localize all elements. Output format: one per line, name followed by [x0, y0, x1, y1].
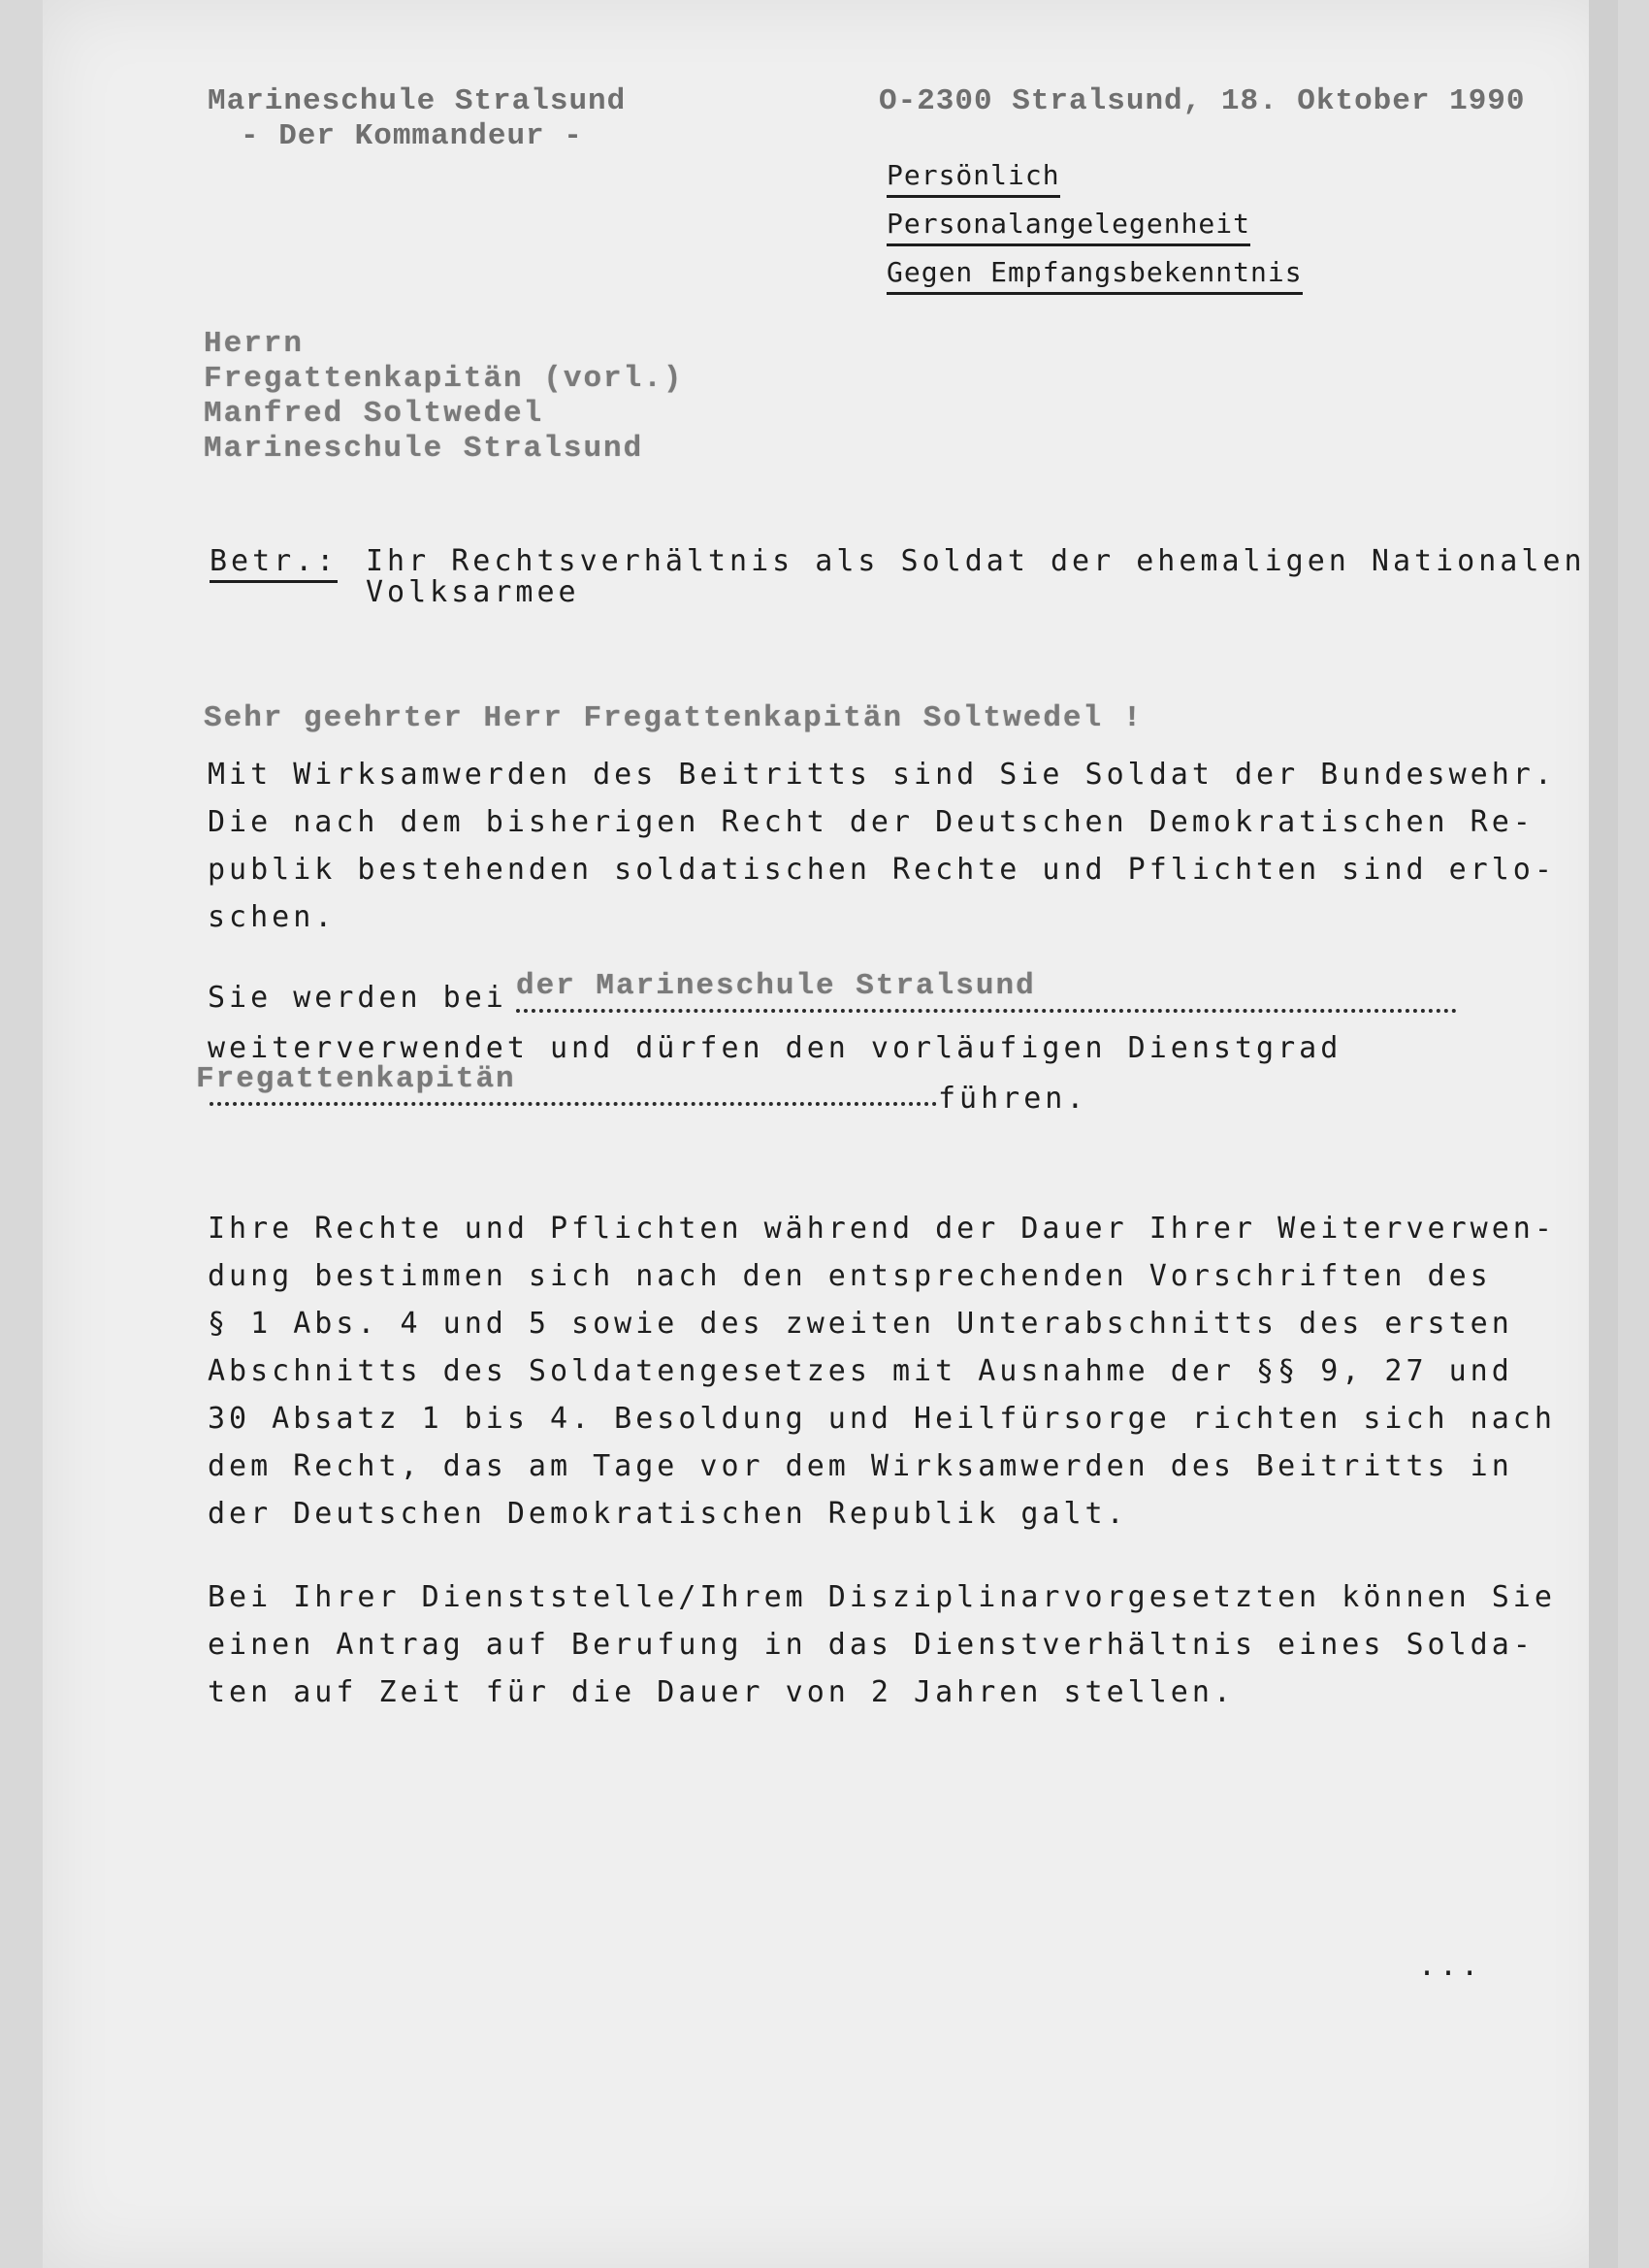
- recipient-salutation: Herrn: [204, 327, 305, 361]
- handling-note-personnel: Personalangelegenheit: [887, 208, 1250, 246]
- paragraph2-line-1: Ihre Rechte und Pflichten während der Dauer Ihrer Weiterverwen-: [208, 1212, 1556, 1246]
- handling-note-personal: Persönlich: [887, 159, 1060, 198]
- paragraph1-line-2: Die nach dem bisherigen Recht der Deutschen Demokratischen Re-: [208, 805, 1535, 839]
- greeting: Sehr geehrter Herr Fregattenkapitän Soltwedel !: [204, 701, 1144, 735]
- form-rank-dotted-line: [210, 1102, 937, 1106]
- form-unit-fill: der Marineschule Stralsund: [516, 969, 1036, 1003]
- paragraph2-line-2: dung bestimmen sich nach den entsprechenden Vorschriften des: [208, 1259, 1492, 1293]
- form-rank-fill: Fregattenkapitän: [196, 1062, 516, 1096]
- sender-role: - Der Kommandeur -: [241, 119, 583, 153]
- form-middle: weiterverwendet und dürfen den vorläufigen Dienstgrad: [208, 1031, 1342, 1065]
- form-prefix: Sie werden bei: [208, 981, 507, 1015]
- subject-line-2: Volksarmee: [366, 575, 580, 609]
- paragraph1-line-1: Mit Wirksamwerden des Beitritts sind Sie Soldat der Bundeswehr.: [208, 758, 1556, 792]
- form-unit-dotted-line: [516, 1009, 1457, 1013]
- paragraph3-line-2: einen Antrag auf Berufung in das Dienstverhältnis eines Solda-: [208, 1628, 1535, 1662]
- paragraph3-line-3: ten auf Zeit für die Dauer von 2 Jahren stellen.: [208, 1675, 1235, 1709]
- continuation-mark: ...: [1418, 1949, 1483, 1983]
- form-suffix: führen.: [938, 1082, 1088, 1116]
- paragraph2-line-7: der Deutschen Demokratischen Republik galt.: [208, 1497, 1128, 1531]
- paragraph1-line-3: publik bestehenden soldatischen Rechte und Pflichten sind erlo-: [208, 853, 1556, 887]
- paragraph2-line-3: § 1 Abs. 4 und 5 sowie des zweiten Unterabschnitts des ersten: [208, 1307, 1513, 1341]
- paragraph3-line-1: Bei Ihrer Dienststelle/Ihrem Disziplinarvorgesetzten können Sie: [208, 1580, 1556, 1614]
- subject-line-1: Ihr Rechtsverhältnis als Soldat der ehemaligen Nationalen: [366, 544, 1586, 578]
- recipient-name: Manfred Soltwedel: [204, 397, 544, 431]
- paragraph1-line-4: schen.: [208, 900, 337, 934]
- recipient-rank: Fregattenkapitän (vorl.): [204, 362, 684, 396]
- handling-note-receipt: Gegen Empfangsbekenntnis: [887, 256, 1303, 295]
- page-edge: [1589, 0, 1618, 2268]
- recipient-unit: Marineschule Stralsund: [204, 432, 644, 466]
- place-date: O-2300 Stralsund, 18. Oktober 1990: [879, 84, 1526, 118]
- sender-name: Marineschule Stralsund: [208, 84, 627, 118]
- paragraph2-line-5: 30 Absatz 1 bis 4. Besoldung und Heilfürsorge richten sich nach: [208, 1402, 1556, 1436]
- paragraph2-line-6: dem Recht, das am Tage vor dem Wirksamwerden des Beitritts in: [208, 1449, 1513, 1483]
- paragraph2-line-4: Abschnitts des Soldatengesetzes mit Ausnahme der §§ 9, 27 und: [208, 1354, 1513, 1388]
- subject-label: Betr.:: [210, 545, 338, 583]
- letter-page: [43, 0, 1618, 2268]
